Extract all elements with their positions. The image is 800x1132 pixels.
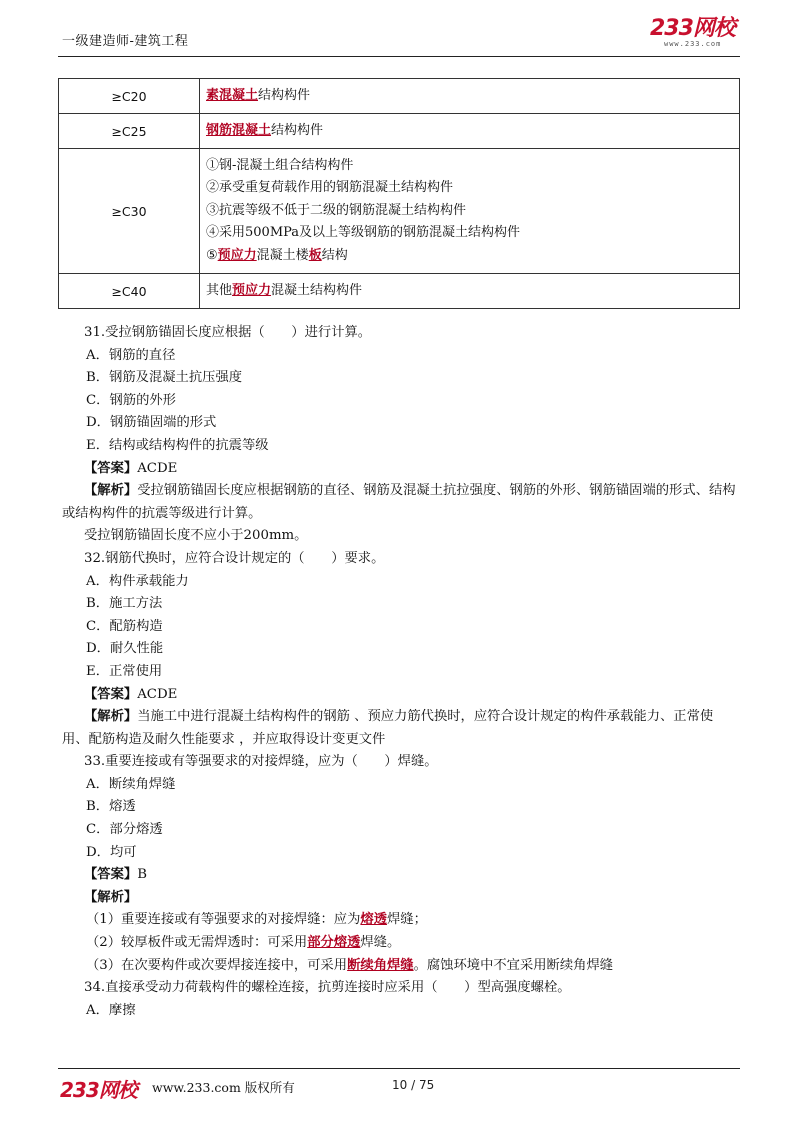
text-segment: （1）重要连接或有等强要求的对接焊缝：应为 xyxy=(86,912,361,928)
text-segment: B xyxy=(137,867,147,883)
concrete-grade-table xyxy=(58,78,740,309)
text-segment: C．配筋构造 xyxy=(86,618,163,634)
text-segment: 31.受拉钢筋锚固长度应根据（ ）进行计算。 xyxy=(84,325,372,340)
text-segment: 当施工中进行混凝土结构构件的钢筋 、预应力筋代换时，应符合设计规定的构件承载能力、正常使用、配筋构造及耐久性能要求 ，并应取得设计变更文件 xyxy=(62,709,714,747)
text-segment: 结构构件 xyxy=(271,122,324,138)
question-line xyxy=(62,977,738,1000)
usage-cell xyxy=(200,274,740,309)
option-line xyxy=(62,796,738,819)
text-segment: 焊缝； xyxy=(387,912,427,928)
text-segment: ⑤ xyxy=(206,247,218,263)
option-line xyxy=(62,955,738,978)
label-text: 【解析】 xyxy=(84,889,138,905)
brand-logo[interactable] xyxy=(650,18,736,56)
text-segment: ①钢-混凝土组合结构构件 xyxy=(206,157,354,173)
text-segment: B．熔透 xyxy=(86,799,136,815)
option-line xyxy=(62,774,738,797)
text-segment: 结构构件 xyxy=(258,87,311,103)
grade-cell: ≥C25 xyxy=(59,114,200,149)
highlighted-term: 钢筋混凝土 xyxy=(206,122,272,138)
usage-line xyxy=(206,155,733,178)
footer-copyright: www.233.com 版权所有 xyxy=(152,1080,295,1095)
option-line xyxy=(62,593,738,616)
text-segment: ACDE xyxy=(137,686,178,702)
text-segment: 33.重要连接或有等强要求的对接焊缝，应为（ ）焊缝。 xyxy=(84,754,438,770)
usage-cell xyxy=(200,114,740,149)
text-segment: D．钢筋锚固端的形式 xyxy=(86,415,217,431)
text-segment: （2）较厚板件或无需焊透时：可采用 xyxy=(86,935,308,951)
text-segment: 32.钢筋代换时，应符合设计规定的（ ）要求。 xyxy=(84,550,385,566)
text-segment: E．正常使用 xyxy=(86,663,163,679)
option-line xyxy=(62,638,738,661)
label-text: 【解析】 xyxy=(84,709,138,725)
text-segment: 受拉钢筋锚固长度不应小于200mm。 xyxy=(84,528,308,544)
answer-line xyxy=(62,864,738,887)
text-segment: C．部分熔透 xyxy=(86,822,163,838)
answer-line xyxy=(62,684,738,707)
table-row xyxy=(59,274,740,309)
text-segment: A．构件承载能力 xyxy=(86,573,189,589)
option-line xyxy=(62,412,738,435)
question-line xyxy=(62,751,738,774)
text-segment: （3）在次要构件或次要焊接连接中，可采用 xyxy=(86,957,348,973)
option-line xyxy=(62,661,738,684)
text-segment: ③抗震等级不低于二级的钢筋混凝土结构构件 xyxy=(206,202,467,218)
table-row xyxy=(59,149,740,274)
logo-text: 233网校 xyxy=(650,16,735,41)
text-segment: ②承受重复荷载作用的钢筋混凝土结构构件 xyxy=(206,180,454,196)
label-text: 【答案】 xyxy=(84,460,138,476)
option-line xyxy=(62,345,738,368)
option-line xyxy=(62,390,738,413)
highlighted-term: 预应力 xyxy=(232,282,272,298)
text-segment: 34.直接承受动力荷载构件的螺栓连接，抗剪连接时应采用（ ）型高强度螺栓。 xyxy=(84,980,571,996)
highlighted-term: 熔透 xyxy=(360,912,387,928)
usage-line xyxy=(206,85,733,108)
question-line xyxy=(62,548,738,571)
text-segment: D．耐久性能 xyxy=(86,641,164,657)
page-number: 10 / 75 xyxy=(392,1078,435,1092)
text-segment: ④采用500MPa及以上等级钢筋的钢筋混凝土结构构件 xyxy=(206,225,521,241)
answer-line xyxy=(62,887,738,910)
logo-url: www.233.com xyxy=(664,40,722,48)
text-segment: B．施工方法 xyxy=(86,596,163,612)
text-segment: A．摩擦 xyxy=(86,1002,136,1018)
usage-line xyxy=(206,120,733,143)
highlighted-term: 部分熔透 xyxy=(307,935,361,951)
text-segment: C．钢筋的外形 xyxy=(86,392,176,408)
highlighted-term: 素混凝土 xyxy=(206,87,259,103)
text-segment: E．结构或结构构件的抗震等级 xyxy=(86,437,269,453)
label-text: 【答案】 xyxy=(84,867,138,883)
option-line xyxy=(62,842,738,865)
text-segment: 受拉钢筋锚固长度应根据钢筋的直径、钢筋及混凝土抗拉强度、钢筋的外形、钢筋锚固端的形式、结构或结构构件的抗震等级进行计算。 xyxy=(62,483,736,521)
question-line xyxy=(62,525,738,548)
grade-cell: ≥C20 xyxy=(59,79,200,114)
grade-cell: ≥C30 xyxy=(59,149,200,274)
text-segment: A．钢筋的直径 xyxy=(86,347,176,363)
option-line xyxy=(62,616,738,639)
usage-line xyxy=(206,222,733,245)
text-segment: 其他 xyxy=(206,282,233,298)
text-segment: B．钢筋及混凝土抗压强度 xyxy=(86,370,243,386)
usage-line xyxy=(206,200,733,223)
footer-divider xyxy=(58,1068,740,1069)
option-line xyxy=(62,932,738,955)
table-row xyxy=(59,79,740,114)
text-segment: D．均可 xyxy=(86,844,137,860)
label-text: 【解析】 xyxy=(84,483,138,499)
option-line xyxy=(62,435,738,458)
option-line xyxy=(62,1000,738,1023)
question-line xyxy=(62,322,738,345)
usage-cell xyxy=(200,79,740,114)
header-divider xyxy=(58,56,740,57)
usage-line xyxy=(206,245,733,268)
option-line xyxy=(62,571,738,594)
answer-line xyxy=(62,458,738,481)
explanation-paragraph xyxy=(62,480,738,525)
text-segment: 混凝土楼 xyxy=(256,247,309,263)
highlighted-term: 断续角焊缝 xyxy=(347,957,414,973)
document-title: 一级建造师-建筑工程 xyxy=(62,34,189,49)
footer-logo[interactable]: 233网校 xyxy=(60,1078,137,1102)
text-segment: 。腐蚀环境中不宜采用断续角焊缝 xyxy=(413,957,614,973)
usage-cell xyxy=(200,149,740,274)
grade-cell: ≥C40 xyxy=(59,274,200,309)
option-line xyxy=(62,819,738,842)
text-segment: 混凝土结构构件 xyxy=(271,282,363,298)
option-line xyxy=(62,909,738,932)
option-line xyxy=(62,367,738,390)
question-content xyxy=(62,322,738,1022)
table-row xyxy=(59,114,740,149)
usage-line xyxy=(206,177,733,200)
text-segment: 焊缝。 xyxy=(360,935,401,951)
usage-line xyxy=(206,280,733,303)
label-text: 【答案】 xyxy=(84,686,138,702)
text-segment: 结构 xyxy=(321,247,348,263)
highlighted-term: 预应力 xyxy=(217,247,257,263)
explanation-paragraph xyxy=(62,706,738,751)
text-segment: A．断续角焊缝 xyxy=(86,776,176,792)
highlighted-term: 板 xyxy=(308,247,322,263)
text-segment: ACDE xyxy=(137,460,178,476)
